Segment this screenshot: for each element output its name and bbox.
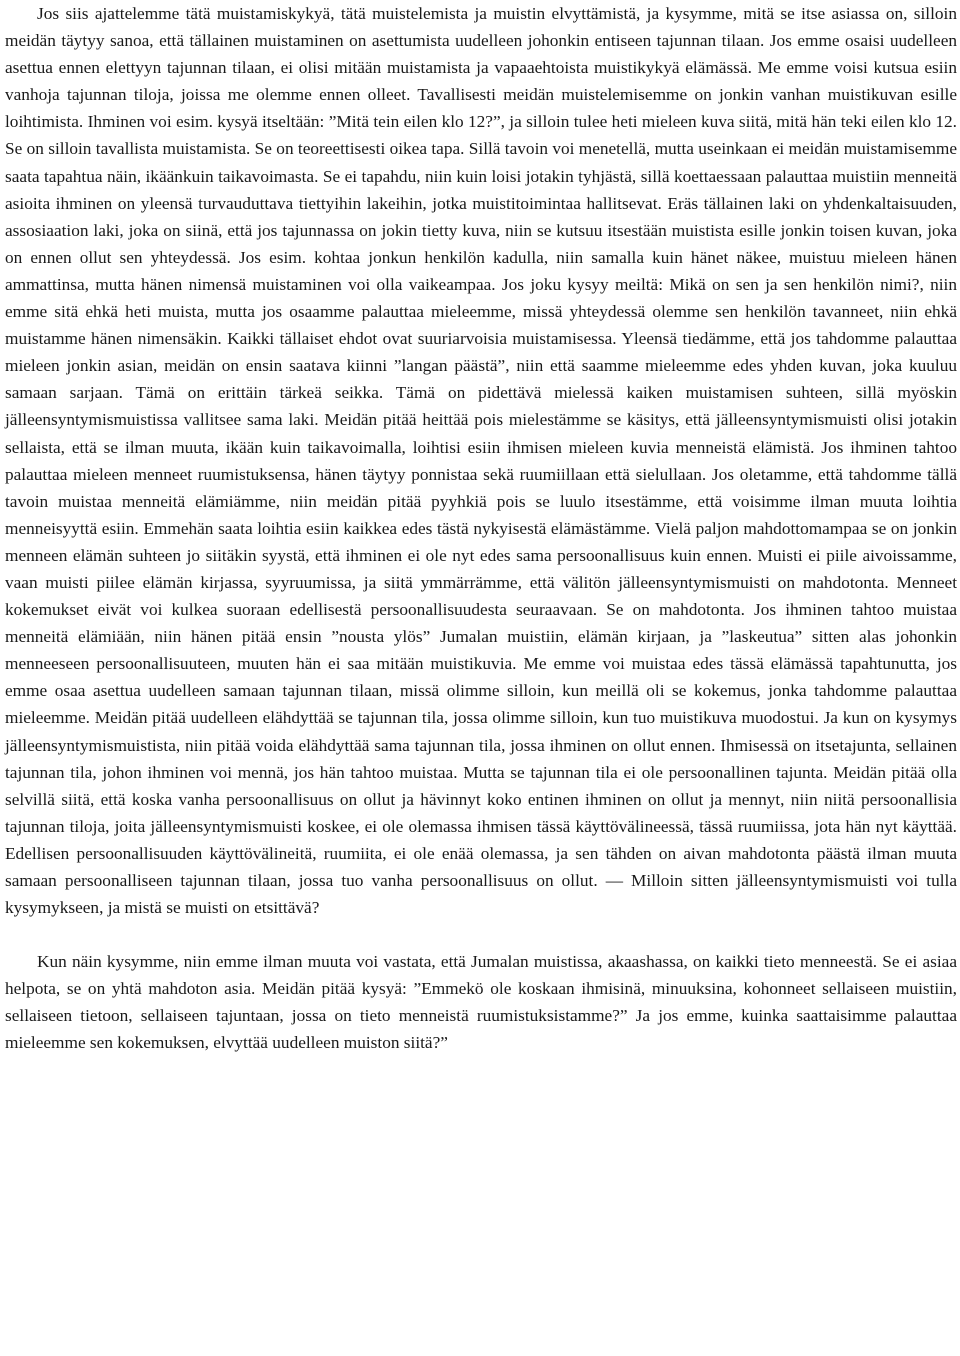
body-paragraph: Jos siis ajattelemme tätä muistamiskykyä, tätä muistelemista ja muistin elvyttämistä, ja kysymme, mitä se itse asiassa on, silloin meidän täytyy sanoa, että tällainen muistaminen on asettumista uudelleen johonkin entiseen tajunnan tilaan. Jos emme osaisi uudelleen asettua ennen elettyyn tajunnan tilaan, ei olisi mitään muistamista ja vapaaehtoista muistikykyä elämässä. Me emme voisi kutsua esiin vanhoja tajunnan tiloja, joissa me olemme ennen olleet. Tavallisesti meidän muistelemisemme on jonkin vanhan muistikuvan esille loihtimista. Ihminen voi esim. kysyä itseltään: ”Mitä tein eilen klo 12?”, ja silloin tulee heti mieleen kuva siitä, mitä hän teki eilen klo 12. Se on silloin tavallista muistamista. Se on teoreettisesti oikea tapa. Sillä tavoin voi menetellä, mutta useinkaan ei meidän muistamisemme saata tapahtua näin, ikäänkuin taikavoimasta. Se ei tapahdu, niin kuin loisi jotakin tyhjästä, sillä koettaessaan palauttaa muistiin menneitä asioita ihminen on yleensä turvauduttava tiettyihin lakeihin, jotka muistitoimintaa hallitsevat. Eräs tällainen laki on yhdenkaltaisuuden, assosiaation laki, joka on siinä, että jos tajunnassa on jokin tietty kuva, niin se kutsuu itsestään muistista esille jonkin toisen kuvan, joka on ennen ollut sen yhteydessä. Jos esim. kohtaa jonkun henkilön kadulla, niin samalla kuin hänet näkee, muistuu mieleen hänen ammattinsa, mutta hänen nimensä muistaminen voi olla vaikeampaa. Jos joku kysyy meiltä: Mikä on sen ja sen henkilön nimi?, niin emme sitä ehkä heti muista, mutta jos osaamme palauttaa mieleemme, missä yhteydessä olemme sen henkilön tavanneet, niin ehkä muistamme hänen nimensäkin. Kaikki tällaiset ehdot ovat suuriarvoisia muistamisessa. Yleensä tiedämme, että jos tahdomme palauttaa mieleen jonkin asian, meidän on ensin saatava kiinni ”langan päästä”, niin että saamme mieleemme edes yhden kuvan, joka kuuluu samaan sarjaan. Tämä on erittäin tärkeä seikka. Tämä on pidettävä mielessä kaiken muistamisen suhteen, sillä myöskin jälleensyntymismuistissa vallitsee sama laki. Meidän pitää heittää pois mielestämme se käsitys, että jälleensyntymismuisti olisi jotakin sellaista, että se ilman muuta, ikään kuin taikavoimalla, loihtisi esiin ihmisen mieleen kuvia menneistä elämistä. Jos ihminen tahtoo palauttaa mieleen menneet ruumistuksensa, hänen täytyy ponnistaa sekä ruumiillaan että sielullaan. Jos oletamme, että tahdomme tällä tavoin muistaa menneitä elämiämme, niin meidän pitää pyyhkiä pois se luulo itsestämme, että voisimme ilman muuta loihtia menneisyyttä esiin. Emmehän saata loihtia esiin kaikkea edes tästä nykyisestä elämästämme. Vielä paljon mahdottomampaa se on jonkin menneen elämän suhteen jo siitäkin syystä, että ihminen ei ole nyt edes sama persoonallisuus kuin ennen. Muisti ei piile aivoissamme, vaan muisti piilee elämän kirjassa, syyruumissa, ja siitä ymmärrämme, että välitön jälleensyntymismuisti on mahdotonta. Menneet kokemukset eivät voi kulkea suoraan edellisestä persoonallisuudesta seuraavaan. Se on mahdotonta. Jos ihminen tahtoo muistaa menneitä elämiään, niin hänen pitää ensin ”nousta ylös” Jumalan muistiin, elämän kirjaan, ja ”laskeutua” sitten alas johonkin menneeseen persoonallisuuteen, muuten hän ei saa mitään muistikuvia. Me emme voi muistaa edes tässä elämässä tapahtunutta, jos emme osaa asettua uudelleen samaan tajunnan tilaan, missä olimme silloin, kun meillä oli se kokemus, jonka tahdomme palauttaa mieleemme. Meidän pitää uudelleen elähdyttää se tajunnan tila, jossa olimme silloin, kun tuo muistikuva muodostui. Ja kun on kysymys jälleensyntymismuistista, niin pitää voida elähdyttää sama tajunnan tila, jossa ihminen on ollut ennen. Ihmisessä on itsetajunta, sellainen tajunnan tila, johon ihminen voi mennä, jos hän tahtoo muistaa. Mutta se tajunnan tila ei ole persoonallinen tajunta. Meidän pitää olla selvillä siitä, että koska vanha persoonallisuus on ollut ja hävinnyt koko entinen ihminen on ollut ja mennyt, niin niitä persoonallisia tajunnan tiloja, joita jälleensyntymismuisti koskee, ei ole olemassa ihmisen tässä käyttövälineessä, tässä ruumiissa, jota hän nyt käyttää. Edellisen persoonallisuuden käyttövälineitä, ruumiita, ei ole enää olemassa, ja sen tähden on aivan mahdotonta päästä ilman muuta samaan persoonalliseen tajunnan tilaan, jossa tuo vanha persoonallisuus on ollut. — Milloin sitten jälleensyntymismuisti voi tulla kysymykseen, ja mistä se muisti on etsittävä?	[5, 4, 957, 918]
body-paragraph: Kun näin kysymme, niin emme ilman muuta voi vastata, että Jumalan muistissa, akaashassa, on kaikki tieto menneestä. Se ei asiaa helpota, se on yhtä mahdoton asia. Meidän pitää kysyä: ”Emmekö ole koskaan ihmisinä, minuuksina, kohonneet sellaiseen muistiin, sellaiseen tietoon, sellaiseen tajuntaan, jossa on tieto menneistä ruumistuksistamme?” Ja jos emme, kuinka saattaisimme palauttaa mieleemme sen kokemuksen, elvyttää uudelleen muiston siitä?”	[5, 952, 957, 1053]
document-page	[5, 0, 957, 1057]
